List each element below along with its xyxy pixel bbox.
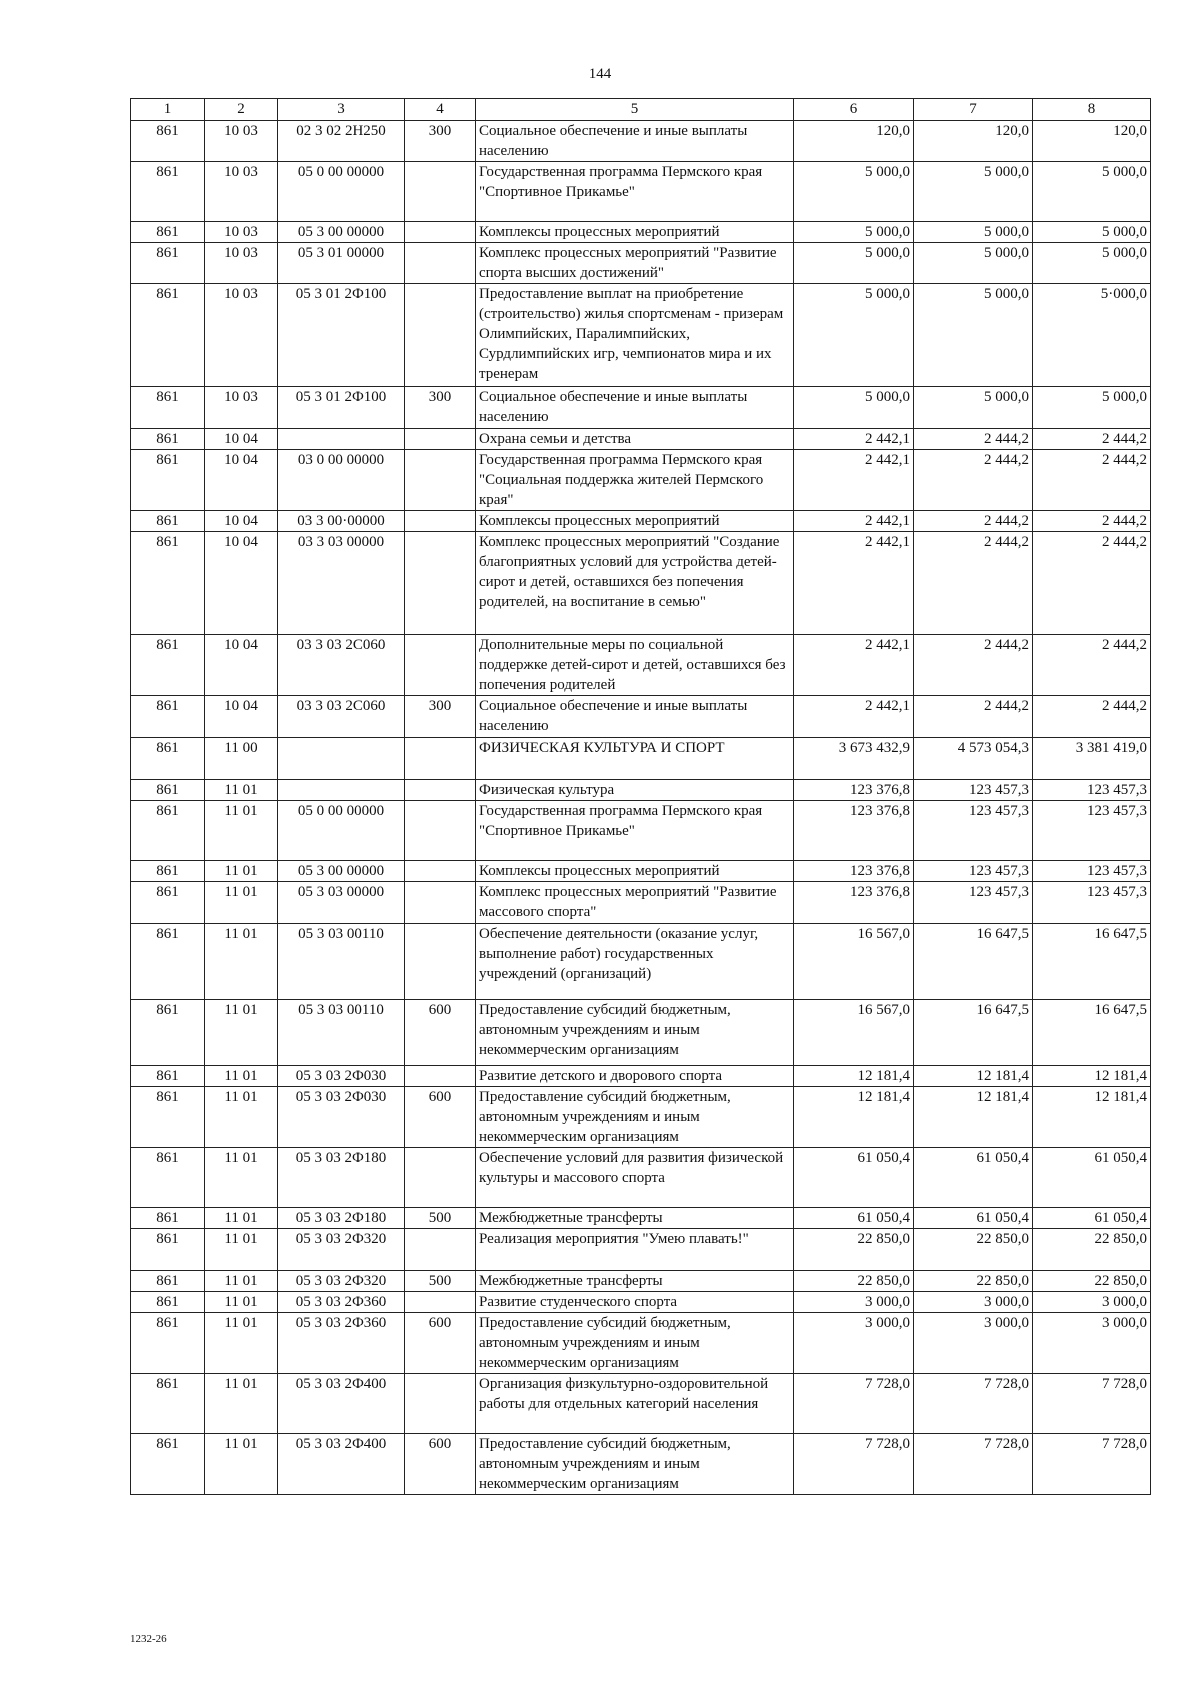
amount-cell-year-3: 7 728,0 (1033, 1374, 1151, 1434)
amount-cell-year-3: 5 000,0 (1033, 243, 1151, 284)
amount-cell-year-1: 3 673 432,9 (794, 738, 914, 780)
amount-cell-year-2: 123 457,3 (914, 861, 1033, 882)
table-row (131, 387, 1151, 429)
code-cell-section: 10 04 (205, 450, 278, 511)
description-cell: Развитие студенческого спорта (476, 1292, 794, 1313)
code-cell-target-article: 05 3 00 00000 (278, 861, 405, 882)
code-cell-expense-type: 600 (405, 1000, 476, 1066)
description-cell: Обеспечение деятельности (оказание услуг, выполнение работ) государственных учреждений (организаций) (476, 924, 794, 1000)
amount-cell-year-1: 7 728,0 (794, 1374, 914, 1434)
table-row (131, 1271, 1151, 1292)
amount-cell-year-2: 2 444,2 (914, 635, 1033, 696)
column-header: 4 (405, 99, 476, 121)
code-cell-section: 10 03 (205, 222, 278, 243)
description-cell: Охрана семьи и детства (476, 429, 794, 450)
code-cell-expense-type: 600 (405, 1087, 476, 1148)
code-cell-target-article: 05 3 03 00000 (278, 882, 405, 924)
code-cell-section: 10 03 (205, 284, 278, 387)
table-row (131, 222, 1151, 243)
amount-cell-year-3: 5 000,0 (1033, 162, 1151, 222)
code-cell-ministry: 861 (131, 243, 205, 284)
code-cell-section: 10 04 (205, 696, 278, 738)
code-cell-section: 11 01 (205, 1313, 278, 1374)
description-cell: Комплексы процессных мероприятий (476, 861, 794, 882)
code-cell-expense-type (405, 738, 476, 780)
description-cell: Комплексы процессных мероприятий (476, 511, 794, 532)
code-cell-expense-type (405, 222, 476, 243)
amount-cell-year-3: 2 444,2 (1033, 429, 1151, 450)
table-row (131, 1313, 1151, 1374)
code-cell-target-article: 05 3 03 2Ф180 (278, 1148, 405, 1208)
code-cell-target-article (278, 780, 405, 801)
amount-cell-year-1: 3 000,0 (794, 1313, 914, 1374)
description-cell: Предоставление субсидий бюджетным, автономным учреждениям и иным некоммерческим организациям (476, 1434, 794, 1495)
table-body (131, 121, 1151, 1495)
amount-cell-year-2: 12 181,4 (914, 1066, 1033, 1087)
description-cell: Предоставление субсидий бюджетным, автономным учреждениям и иным некоммерческим организациям (476, 1087, 794, 1148)
code-cell-ministry: 861 (131, 924, 205, 1000)
amount-cell-year-1: 16 567,0 (794, 1000, 914, 1066)
table-row (131, 780, 1151, 801)
description-cell: Социальное обеспечение и иные выплаты населению (476, 696, 794, 738)
page-number: 144 (588, 66, 612, 82)
code-cell-expense-type (405, 162, 476, 222)
code-cell-ministry: 861 (131, 1374, 205, 1434)
amount-cell-year-3: 22 850,0 (1033, 1229, 1151, 1271)
code-cell-ministry: 861 (131, 450, 205, 511)
code-cell-expense-type (405, 780, 476, 801)
code-cell-section: 11 01 (205, 1271, 278, 1292)
code-cell-target-article: 05 3 03 2Ф320 (278, 1271, 405, 1292)
code-cell-section: 10 04 (205, 511, 278, 532)
code-cell-ministry: 861 (131, 696, 205, 738)
code-cell-ministry: 861 (131, 1208, 205, 1229)
code-cell-ministry: 861 (131, 1434, 205, 1495)
amount-cell-year-3: 2 444,2 (1033, 635, 1151, 696)
code-cell-target-article: 05 3 03 2Ф030 (278, 1066, 405, 1087)
description-cell: Комплекс процессных мероприятий "Развитие спорта высших достижений" (476, 243, 794, 284)
code-cell-section: 11 01 (205, 801, 278, 861)
amount-cell-year-1: 120,0 (794, 121, 914, 162)
amount-cell-year-1: 3 000,0 (794, 1292, 914, 1313)
code-cell-ministry: 861 (131, 861, 205, 882)
description-cell: Межбюджетные трансферты (476, 1271, 794, 1292)
amount-cell-year-2: 16 647,5 (914, 1000, 1033, 1066)
amount-cell-year-2: 22 850,0 (914, 1271, 1033, 1292)
amount-cell-year-1: 12 181,4 (794, 1066, 914, 1087)
code-cell-section: 11 01 (205, 1208, 278, 1229)
amount-cell-year-2: 123 457,3 (914, 882, 1033, 924)
table-row (131, 284, 1151, 387)
table-row (131, 1000, 1151, 1066)
amount-cell-year-3: 22 850,0 (1033, 1271, 1151, 1292)
amount-cell-year-2: 2 444,2 (914, 511, 1033, 532)
description-cell: ФИЗИЧЕСКАЯ КУЛЬТУРА И СПОРТ (476, 738, 794, 780)
code-cell-expense-type (405, 243, 476, 284)
code-cell-target-article: 05 0 00 00000 (278, 801, 405, 861)
code-cell-expense-type: 300 (405, 121, 476, 162)
amount-cell-year-2: 123 457,3 (914, 801, 1033, 861)
table-row (131, 882, 1151, 924)
code-cell-expense-type (405, 924, 476, 1000)
code-cell-expense-type (405, 861, 476, 882)
description-cell: Развитие детского и дворового спорта (476, 1066, 794, 1087)
table-row (131, 1229, 1151, 1271)
code-cell-expense-type (405, 801, 476, 861)
code-cell-ministry: 861 (131, 284, 205, 387)
code-cell-section: 10 04 (205, 429, 278, 450)
code-cell-ministry: 861 (131, 882, 205, 924)
code-cell-section: 10 03 (205, 162, 278, 222)
code-cell-expense-type: 500 (405, 1208, 476, 1229)
column-header: 1 (131, 99, 205, 121)
code-cell-ministry: 861 (131, 1229, 205, 1271)
amount-cell-year-1: 2 442,1 (794, 429, 914, 450)
code-cell-expense-type: 600 (405, 1313, 476, 1374)
amount-cell-year-1: 2 442,1 (794, 450, 914, 511)
code-cell-section: 10 04 (205, 532, 278, 635)
code-cell-ministry: 861 (131, 1313, 205, 1374)
code-cell-expense-type (405, 429, 476, 450)
code-cell-target-article: 05 3 03 2Ф360 (278, 1292, 405, 1313)
description-cell: Государственная программа Пермского края "Спортивное Прикамье" (476, 162, 794, 222)
code-cell-expense-type (405, 450, 476, 511)
amount-cell-year-1: 5 000,0 (794, 162, 914, 222)
code-cell-target-article: 05 3 03 2Ф400 (278, 1374, 405, 1434)
amount-cell-year-2: 4 573 054,3 (914, 738, 1033, 780)
code-cell-ministry: 861 (131, 1271, 205, 1292)
code-cell-target-article: 03 3 03 2С060 (278, 635, 405, 696)
table-row (131, 1066, 1151, 1087)
amount-cell-year-3: 2 444,2 (1033, 532, 1151, 635)
amount-cell-year-3: 12 181,4 (1033, 1087, 1151, 1148)
table-row (131, 511, 1151, 532)
amount-cell-year-2: 16 647,5 (914, 924, 1033, 1000)
column-number-row (131, 99, 1151, 121)
code-cell-section: 11 01 (205, 882, 278, 924)
code-cell-target-article: 05 3 00 00000 (278, 222, 405, 243)
amount-cell-year-1: 61 050,4 (794, 1148, 914, 1208)
amount-cell-year-1: 2 442,1 (794, 511, 914, 532)
code-cell-section: 11 01 (205, 1066, 278, 1087)
amount-cell-year-2: 123 457,3 (914, 780, 1033, 801)
budget-table (130, 98, 1151, 1495)
code-cell-ministry: 861 (131, 511, 205, 532)
amount-cell-year-3: 3 000,0 (1033, 1292, 1151, 1313)
amount-cell-year-1: 123 376,8 (794, 780, 914, 801)
amount-cell-year-3: 5 000,0 (1033, 387, 1151, 429)
amount-cell-year-2: 7 728,0 (914, 1434, 1033, 1495)
column-header: 7 (914, 99, 1033, 121)
amount-cell-year-3: 2 444,2 (1033, 696, 1151, 738)
code-cell-target-article (278, 429, 405, 450)
amount-cell-year-2: 12 181,4 (914, 1087, 1033, 1148)
amount-cell-year-3: 123 457,3 (1033, 861, 1151, 882)
amount-cell-year-3: 123 457,3 (1033, 801, 1151, 861)
table-row (131, 162, 1151, 222)
amount-cell-year-2: 61 050,4 (914, 1208, 1033, 1229)
code-cell-target-article (278, 738, 405, 780)
description-cell: Комплекс процессных мероприятий "Развитие массового спорта" (476, 882, 794, 924)
code-cell-ministry: 861 (131, 121, 205, 162)
code-cell-expense-type: 300 (405, 387, 476, 429)
amount-cell-year-2: 5 000,0 (914, 162, 1033, 222)
amount-cell-year-2: 5 000,0 (914, 222, 1033, 243)
amount-cell-year-2: 5 000,0 (914, 284, 1033, 387)
description-cell: Дополнительные меры по социальной поддержке детей-сирот и детей, оставшихся без попечения родителей (476, 635, 794, 696)
code-cell-expense-type: 500 (405, 1271, 476, 1292)
amount-cell-year-2: 120,0 (914, 121, 1033, 162)
amount-cell-year-3: 7 728,0 (1033, 1434, 1151, 1495)
code-cell-expense-type: 600 (405, 1434, 476, 1495)
code-cell-target-article: 05 3 03 00110 (278, 924, 405, 1000)
amount-cell-year-3: 16 647,5 (1033, 924, 1151, 1000)
amount-cell-year-1: 7 728,0 (794, 1434, 914, 1495)
description-cell: Организация физкультурно-оздоровительной работы для отдельных категорий населения (476, 1374, 794, 1434)
description-cell: Комплекс процессных мероприятий "Создание благоприятных условий для устройства детей-сирот и детей, оставшихся без попечения родителей, на воспитание в семью" (476, 532, 794, 635)
table-row (131, 532, 1151, 635)
description-cell: Обеспечение условий для развития физической культуры и массового спорта (476, 1148, 794, 1208)
code-cell-expense-type (405, 532, 476, 635)
amount-cell-year-1: 16 567,0 (794, 924, 914, 1000)
code-cell-section: 10 04 (205, 635, 278, 696)
amount-cell-year-1: 22 850,0 (794, 1229, 914, 1271)
code-cell-ministry: 861 (131, 162, 205, 222)
code-cell-section: 10 03 (205, 387, 278, 429)
description-cell: Предоставление субсидий бюджетным, автономным учреждениям и иным некоммерческим организациям (476, 1000, 794, 1066)
code-cell-section: 11 01 (205, 1148, 278, 1208)
column-header: 3 (278, 99, 405, 121)
amount-cell-year-3: 2 444,2 (1033, 450, 1151, 511)
code-cell-target-article: 05 3 03 2Ф180 (278, 1208, 405, 1229)
amount-cell-year-3: 123 457,3 (1033, 882, 1151, 924)
amount-cell-year-1: 61 050,4 (794, 1208, 914, 1229)
amount-cell-year-3: 3 381 419,0 (1033, 738, 1151, 780)
code-cell-target-article: 05 3 01 00000 (278, 243, 405, 284)
code-cell-section: 11 01 (205, 1229, 278, 1271)
code-cell-expense-type (405, 882, 476, 924)
table-row (131, 1148, 1151, 1208)
code-cell-expense-type (405, 1229, 476, 1271)
column-header: 6 (794, 99, 914, 121)
code-cell-expense-type (405, 511, 476, 532)
code-cell-ministry: 861 (131, 1292, 205, 1313)
table-row (131, 801, 1151, 861)
amount-cell-year-1: 5 000,0 (794, 284, 914, 387)
amount-cell-year-3: 5·000,0 (1033, 284, 1151, 387)
description-cell: Социальное обеспечение и иные выплаты населению (476, 387, 794, 429)
code-cell-expense-type (405, 635, 476, 696)
amount-cell-year-2: 5 000,0 (914, 243, 1033, 284)
amount-cell-year-2: 2 444,2 (914, 532, 1033, 635)
description-cell: Физическая культура (476, 780, 794, 801)
code-cell-section: 10 03 (205, 121, 278, 162)
code-cell-ministry: 861 (131, 801, 205, 861)
amount-cell-year-2: 2 444,2 (914, 696, 1033, 738)
amount-cell-year-3: 120,0 (1033, 121, 1151, 162)
code-cell-section: 11 01 (205, 1000, 278, 1066)
code-cell-section: 11 01 (205, 1374, 278, 1434)
table-row (131, 738, 1151, 780)
amount-cell-year-1: 5 000,0 (794, 387, 914, 429)
code-cell-expense-type: 300 (405, 696, 476, 738)
table-row (131, 1434, 1151, 1495)
amount-cell-year-1: 123 376,8 (794, 882, 914, 924)
code-cell-ministry: 861 (131, 635, 205, 696)
code-cell-expense-type (405, 1374, 476, 1434)
code-cell-ministry: 861 (131, 532, 205, 635)
amount-cell-year-3: 12 181,4 (1033, 1066, 1151, 1087)
code-cell-target-article: 05 3 01 2Ф100 (278, 284, 405, 387)
amount-cell-year-1: 2 442,1 (794, 696, 914, 738)
table-row (131, 243, 1151, 284)
table-row (131, 1292, 1151, 1313)
description-cell: Комплексы процессных мероприятий (476, 222, 794, 243)
amount-cell-year-1: 2 442,1 (794, 635, 914, 696)
table-row (131, 635, 1151, 696)
code-cell-ministry: 861 (131, 1148, 205, 1208)
code-cell-expense-type (405, 284, 476, 387)
amount-cell-year-1: 5 000,0 (794, 222, 914, 243)
code-cell-section: 11 01 (205, 861, 278, 882)
amount-cell-year-1: 2 442,1 (794, 532, 914, 635)
code-cell-target-article: 05 3 01 2Ф100 (278, 387, 405, 429)
amount-cell-year-3: 2 444,2 (1033, 511, 1151, 532)
code-cell-ministry: 861 (131, 429, 205, 450)
description-cell: Межбюджетные трансферты (476, 1208, 794, 1229)
code-cell-section: 11 01 (205, 780, 278, 801)
code-cell-target-article: 05 0 00 00000 (278, 162, 405, 222)
code-cell-section: 11 01 (205, 1434, 278, 1495)
amount-cell-year-3: 123 457,3 (1033, 780, 1151, 801)
code-cell-target-article: 03 3 00·00000 (278, 511, 405, 532)
column-header: 8 (1033, 99, 1151, 121)
code-cell-target-article: 03 3 03 2С060 (278, 696, 405, 738)
code-cell-target-article: 03 3 03 00000 (278, 532, 405, 635)
table-row (131, 1208, 1151, 1229)
amount-cell-year-3: 5 000,0 (1033, 222, 1151, 243)
code-cell-ministry: 861 (131, 780, 205, 801)
table-row (131, 1087, 1151, 1148)
code-cell-ministry: 861 (131, 387, 205, 429)
code-cell-target-article: 05 3 03 2Ф360 (278, 1313, 405, 1374)
amount-cell-year-1: 12 181,4 (794, 1087, 914, 1148)
document-code: 1232-26 (130, 1633, 167, 1645)
code-cell-ministry: 861 (131, 1066, 205, 1087)
code-cell-ministry: 861 (131, 1000, 205, 1066)
amount-cell-year-1: 5 000,0 (794, 243, 914, 284)
description-cell: Предоставление выплат на приобретение (строительство) жилья спортсменам - призерам Олимпийских, Паралимпийских, Сурдлимпийских игр, чемпионатов мира и их тренерам (476, 284, 794, 387)
amount-cell-year-3: 61 050,4 (1033, 1208, 1151, 1229)
amount-cell-year-1: 123 376,8 (794, 801, 914, 861)
code-cell-target-article: 03 0 00 00000 (278, 450, 405, 511)
description-cell: Социальное обеспечение и иные выплаты населению (476, 121, 794, 162)
amount-cell-year-2: 7 728,0 (914, 1374, 1033, 1434)
description-cell: Реализация мероприятия "Умею плавать!" (476, 1229, 794, 1271)
code-cell-section: 11 01 (205, 1087, 278, 1148)
code-cell-ministry: 861 (131, 738, 205, 780)
amount-cell-year-2: 22 850,0 (914, 1229, 1033, 1271)
amount-cell-year-2: 5 000,0 (914, 387, 1033, 429)
amount-cell-year-3: 16 647,5 (1033, 1000, 1151, 1066)
table-row (131, 1374, 1151, 1434)
table-row (131, 450, 1151, 511)
code-cell-target-article: 05 3 03 00110 (278, 1000, 405, 1066)
table-row (131, 924, 1151, 1000)
table-row (131, 861, 1151, 882)
column-header: 2 (205, 99, 278, 121)
table-row (131, 696, 1151, 738)
code-cell-expense-type (405, 1148, 476, 1208)
description-cell: Предоставление субсидий бюджетным, автономным учреждениям и иным некоммерческим организациям (476, 1313, 794, 1374)
code-cell-target-article: 02 3 02 2Н250 (278, 121, 405, 162)
code-cell-expense-type (405, 1292, 476, 1313)
amount-cell-year-2: 61 050,4 (914, 1148, 1033, 1208)
code-cell-target-article: 05 3 03 2Ф030 (278, 1087, 405, 1148)
amount-cell-year-1: 123 376,8 (794, 861, 914, 882)
column-header: 5 (476, 99, 794, 121)
code-cell-expense-type (405, 1066, 476, 1087)
code-cell-section: 11 00 (205, 738, 278, 780)
code-cell-section: 11 01 (205, 924, 278, 1000)
code-cell-target-article: 05 3 03 2Ф320 (278, 1229, 405, 1271)
amount-cell-year-3: 61 050,4 (1033, 1148, 1151, 1208)
code-cell-section: 11 01 (205, 1292, 278, 1313)
code-cell-ministry: 861 (131, 1087, 205, 1148)
code-cell-ministry: 861 (131, 222, 205, 243)
code-cell-target-article: 05 3 03 2Ф400 (278, 1434, 405, 1495)
description-cell: Государственная программа Пермского края "Спортивное Прикамье" (476, 801, 794, 861)
amount-cell-year-2: 2 444,2 (914, 450, 1033, 511)
amount-cell-year-2: 3 000,0 (914, 1313, 1033, 1374)
amount-cell-year-2: 2 444,2 (914, 429, 1033, 450)
amount-cell-year-2: 3 000,0 (914, 1292, 1033, 1313)
table-row (131, 429, 1151, 450)
amount-cell-year-3: 3 000,0 (1033, 1313, 1151, 1374)
description-cell: Государственная программа Пермского края "Социальная поддержка жителей Пермского края" (476, 450, 794, 511)
code-cell-section: 10 03 (205, 243, 278, 284)
amount-cell-year-1: 22 850,0 (794, 1271, 914, 1292)
table-row (131, 121, 1151, 162)
